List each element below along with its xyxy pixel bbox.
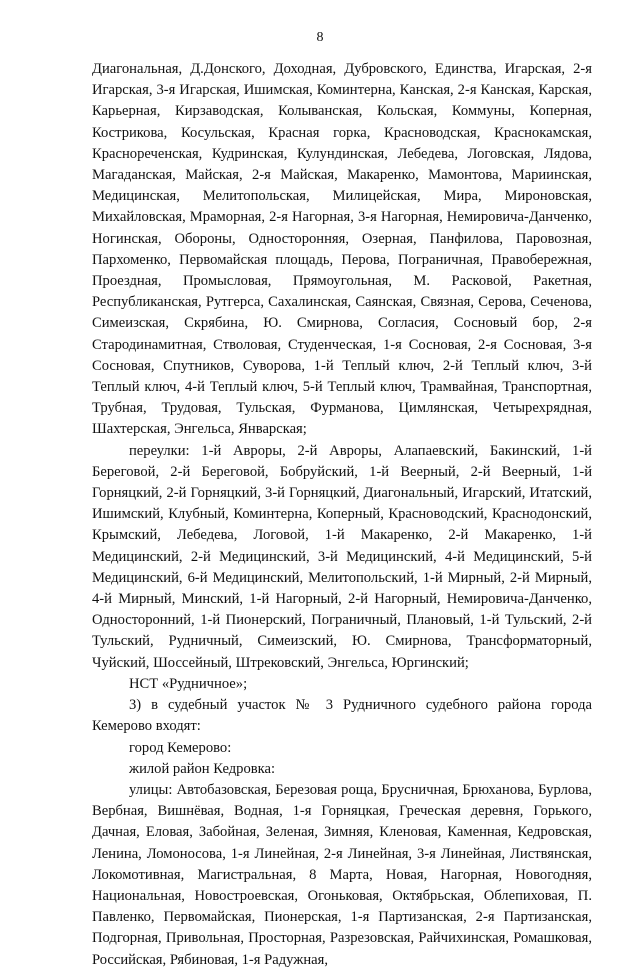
streets-list-kedrovka: улицы: Автобазовская, Березовая роща, Брусничная, Брюханова, Бурлова, Вербная, Вишнёвая, Водная, 1-я Горняцкая, Греческая деревня, Горького, Дачная, Еловая, Забойная, Зеленая, Зимняя, Кленовая, Каменная, Кедровская, Ленина, Ломоносова, 1-я Линейная, 2-я Линейная, 3-я Линейная, Листвянская, Локомотивная, Магистральная, 8 Марта, Новая, Нагорная, Новогодняя, Национальная, Новостроевская, Огоньковая, Октябрьская, Облепиховая, П. Павленко, Первомайская, Пионерская, 1-я Партизанская, 2-я Партизанская, Подгорная, Привольная, Просторная, Разрезовская, Райчихинская, Ромашковая, Российская, Рябиновая, 1-я Радужная,: [92, 781, 592, 968]
document-body: [92, 59, 592, 971]
city-label: город Кемерово:: [129, 739, 232, 756]
page-number: 8: [316, 30, 324, 45]
district-label: жилой район Кедровка:: [129, 760, 276, 777]
nst-item: НСТ «Рудничное»;: [129, 675, 248, 692]
section-3-heading: 3) в судебный участок № 3 Рудничного судебного района города Кемерово входят:: [92, 697, 592, 735]
streets-list-continued: Диагональная, Д.Донского, Доходная, Дубровского, Единства, Игарская, 2-я Игарская, 3-я Игарская, Ишимская, Коминтерна, Канская, 2-я Канская, Карская, Карьерная, Кирзаводская, Колыванская, Кольская, Коммуны, Коперная, Кострикова, Косульская, Красная горка, Красноводская, Краснокамская, Краснореченская, Кудринская, Кулундинская, Лебедева, Логовская, Лядова, Магаданская, Майская, 2-я Майская, Макаренко, Мамонтова, Мариинская, Медицинская, Мелитопольская, Милицейская, Мира, Мироновская, Михайловская, Мраморная, 2-я Нагорная, 3-я Нагорная, Немировича-Данченко, Ногинская, Обороны, Односторонняя, Озерная, Панфилова, Паровозная, Пархоменко, Первомайская площадь, Перова, Пограничная, Правобережная, Проездная, Промысловая, Прямоугольная, М. Расковой, Ракетная, Республиканская, Рутгерса, Сахалинская, Саянская, Связная, Серова, Сеченова, Симеизская, Скрябина, Ю. Смирнова, Согласия, Сосновый бор, 2-я Стародинамитная, Стволовая, Студенческая, 1-я Сосновая, 2-я Сосновая, 3-я Сосновая, Спутников, Суворова, 1-й Теплый ключ, 2-й Теплый ключ, 3-й Теплый ключ, 4-й Теплый ключ, 5-й Теплый ключ, Трамвайная, Транспортная, Трубная, Трудовая, Тульская, Фурманова, Цимлянская, Четырехрядная, Шахтерская, Энгельса, Январская;: [92, 61, 592, 438]
lanes-list: переулки: 1-й Авроры, 2-й Авроры, Алапаевский, Бакинский, 1-й Береговой, 2-й Береговой, Бобруйский, 1-й Веерный, 2-й Веерный, 1-й Горняцкий, 2-й Горняцкий, 3-й Горняцкий, Диагональный, Игарский, Итатский, Ишимский, Клубный, Коминтерна, Коперный, Красноводский, Краснодонский, Крымский, Лебедева, Логовой, 1-й Макаренко, 2-й Макаренко, 1-й Медицинский, 2-й Медицинский, 3-й Медицинский, 4-й Медицинский, 5-й Медицинский, 6-й Медицинский, Мелитопольский, 1-й Мирный, 2-й Мирный, 4-й Мирный, Минский, 1-й Нагорный, 2-й Нагорный, Немировича-Данченко, Односторонний, 1-й Пионерский, Пограничный, Плановый, 1-й Тульский, 2-й Тульский, Рудничный, Симеизский, Ю. Смирнова, Трансформаторный, Чуйский, Шоссейный, Штрековский, Энгельса, Юргинский;: [92, 442, 592, 671]
